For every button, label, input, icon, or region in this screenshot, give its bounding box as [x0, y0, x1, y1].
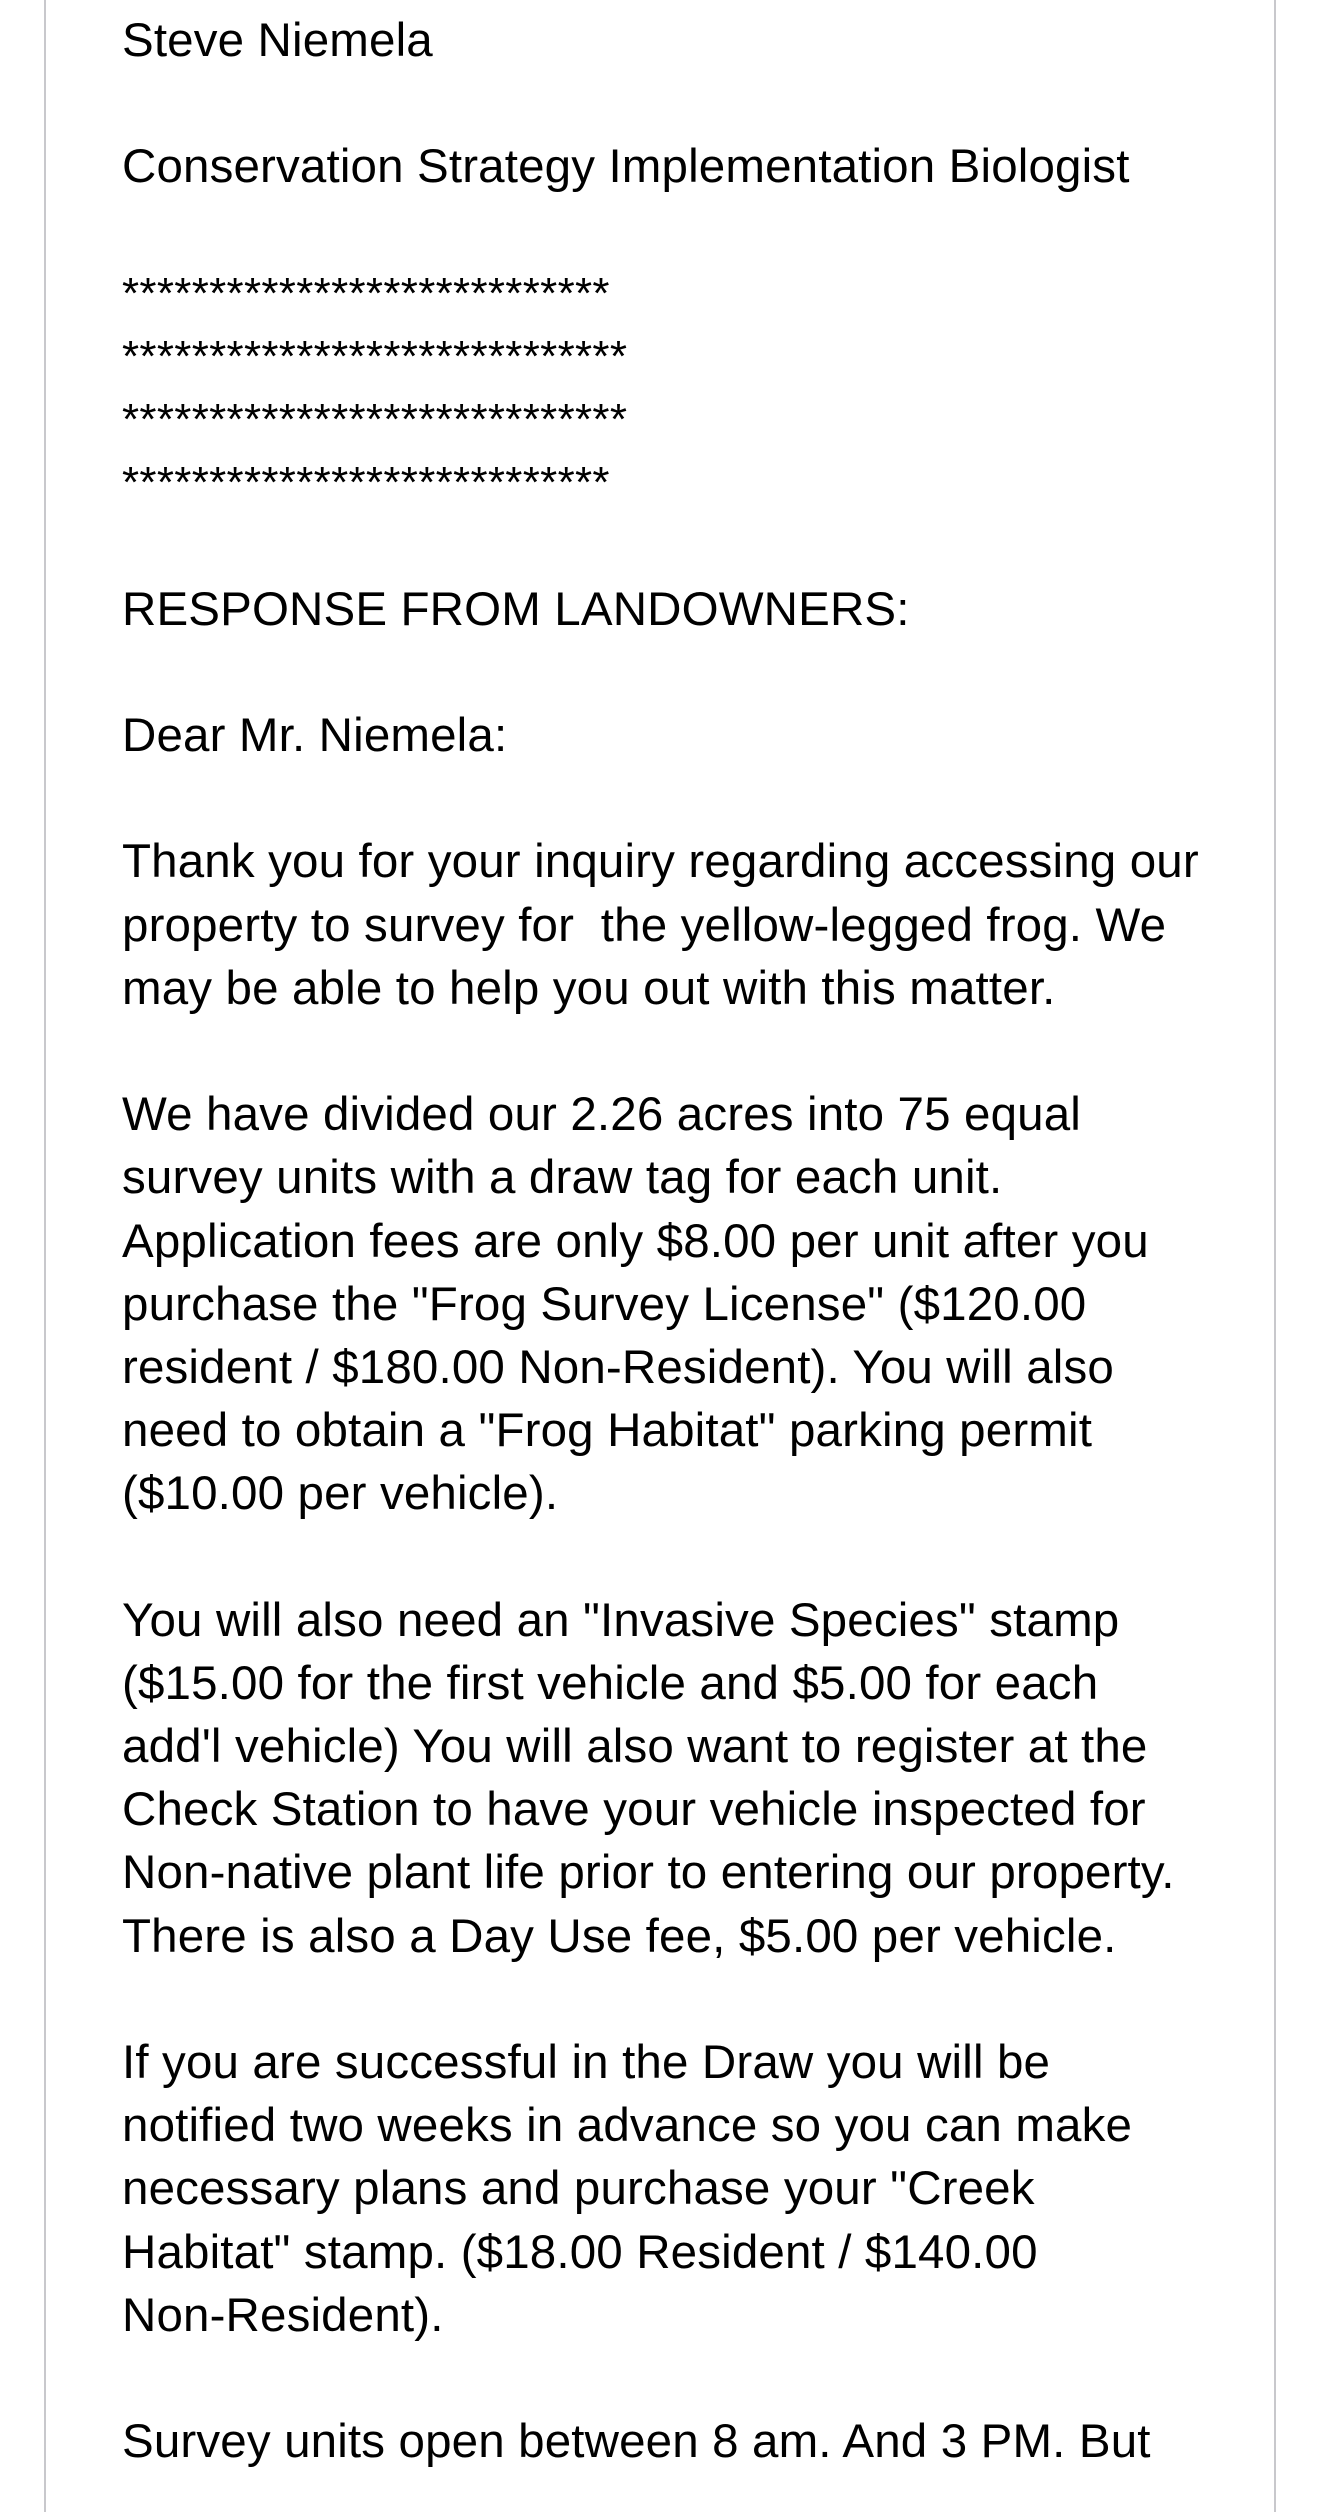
- paragraph-line: Non-native plant life prior to entering our property.: [122, 1846, 1175, 1900]
- paragraph-line: property to survey for the yellow-legged frog. We: [122, 898, 1167, 952]
- paragraph-line: ($10.00 per vehicle).: [122, 1467, 559, 1521]
- paragraph-inquiry: [122, 830, 1262, 1020]
- paragraph-line: notified two weeks in advance so you can make: [122, 2099, 1133, 2153]
- paragraph-line: You will also need an "Invasive Species" stamp: [122, 1593, 1120, 1647]
- paragraph-line: add'l vehicle) You will also want to register at the: [122, 1720, 1148, 1774]
- paragraph-draw: [122, 2031, 1262, 2347]
- paragraph-line: There is also a Day Use fee, $5.00 per vehicle.: [122, 1909, 1117, 1963]
- paragraph-line: ($15.00 for the first vehicle and $5.00 for each: [122, 1656, 1099, 1710]
- separator-line: ****************************: [122, 458, 610, 508]
- paragraph-line: Check Station to have your vehicle inspected for: [122, 1783, 1146, 1837]
- separator-line: *****************************: [122, 395, 628, 445]
- paragraph-line: resident / $180.00 Non-Resident). You will also: [122, 1340, 1114, 1394]
- salutation: Dear Mr. Niemela:: [122, 709, 508, 763]
- paragraph-line: need to obtain a "Frog Habitat" parking permit: [122, 1404, 1093, 1458]
- paragraph-fees: [122, 1083, 1262, 1525]
- paragraph-line: We have divided our 2.26 acres into 75 equal: [122, 1088, 1081, 1142]
- paragraph-line: Habitat" stamp. ($18.00 Resident / $140.00: [122, 2225, 1038, 2279]
- signature-title: Conservation Strategy Implementation Biologist: [122, 140, 1130, 194]
- paragraph-line: Application fees are only $8.00 per unit after you: [122, 1214, 1149, 1268]
- response-heading: RESPONSE FROM LANDOWNERS:: [122, 582, 910, 636]
- paragraph-hours: [122, 2410, 1262, 2473]
- email-text: [122, 9, 1262, 2473]
- email-body-card: [44, 0, 1276, 2512]
- paragraph-line: purchase the "Frog Survey License" ($120.00: [122, 1277, 1087, 1331]
- separator-line: ****************************: [122, 268, 610, 318]
- paragraph-line: Non-Resident).: [122, 2288, 444, 2342]
- paragraph-line: If you are successful in the Draw you will be: [122, 2036, 1051, 2089]
- paragraph-line: may be able to help you out with this matter.: [122, 961, 1056, 1015]
- signature-name: Steve Niemela: [122, 14, 433, 67]
- paragraph-stamps: [122, 1589, 1262, 1968]
- paragraph-line: Survey units open between 8 am. And 3 PM. But: [122, 2415, 1151, 2469]
- paragraph-line: survey units with a draw tag for each unit.: [122, 1151, 1003, 1205]
- paragraph-line: necessary plans and purchase your "Creek: [122, 2162, 1035, 2216]
- separator-line: *****************************: [122, 331, 628, 381]
- paragraph-line: Thank you for your inquiry regarding accessing our: [122, 835, 1199, 889]
